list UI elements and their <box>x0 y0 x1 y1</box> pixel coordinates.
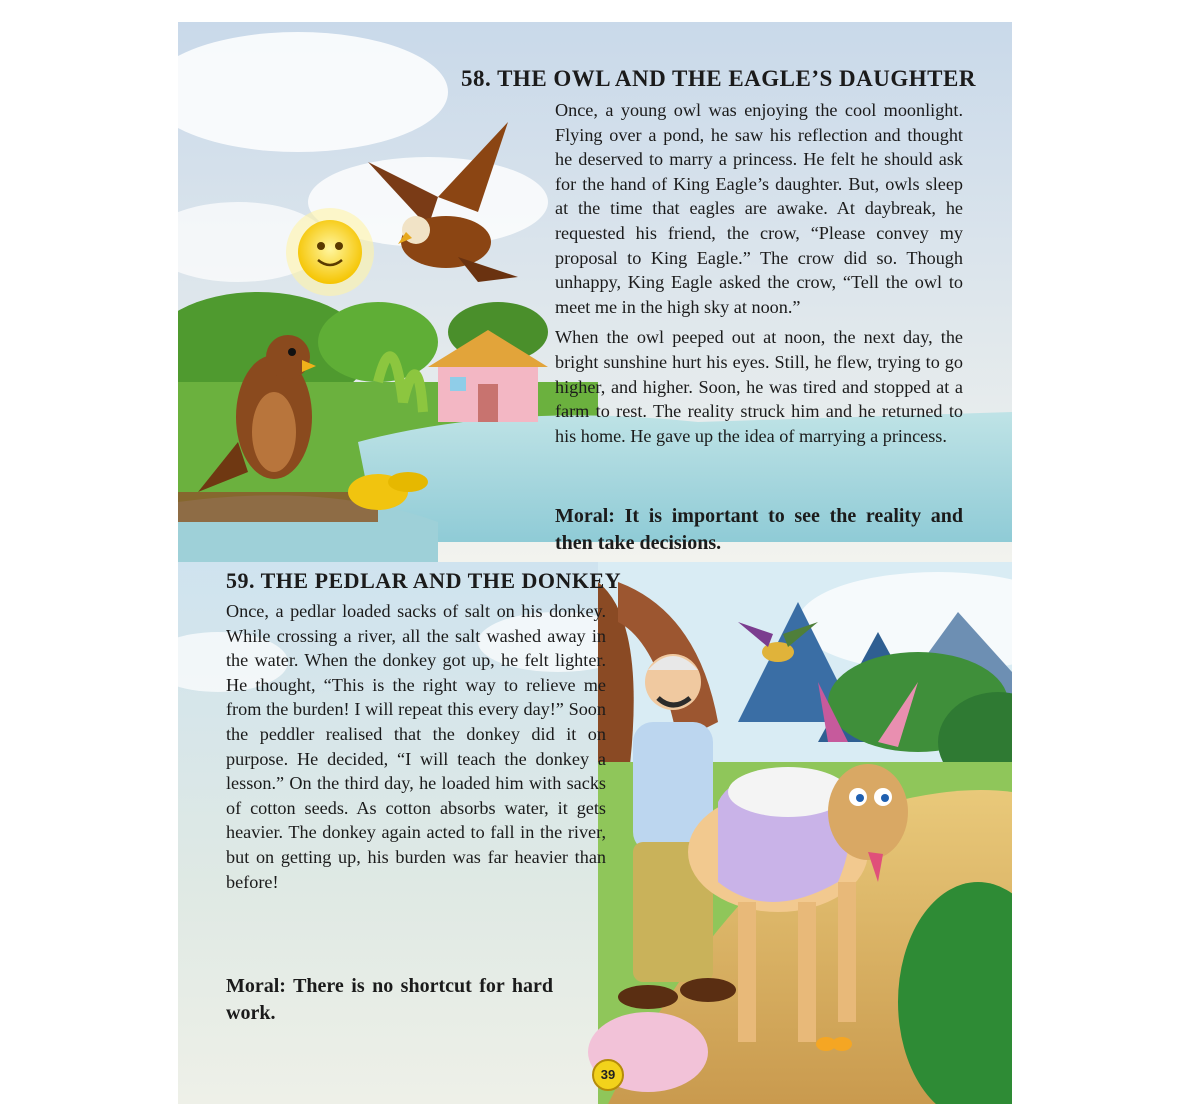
story-58-paragraph-1: Once, a young owl was enjoying the cool moonlight. Flying over a pond, he saw his reflection and thought he deserved to marry a princess. He felt he should ask for the hand of King Eagle’s daughter. But, owls sleep at the time that eagles are awake. At daybreak, he requested his friend, the crow, “Please convey my proposal to King Eagle.” The crow did so. Though unhappy, King Eagle asked the crow, “Tell the owl to meet me in the high sky at noon.” <box>555 100 963 317</box>
sun-icon <box>286 208 374 296</box>
story-58-paragraph-2: When the owl peeped out at noon, the next day, the bright sunshine hurt his eyes. Still, he flew, trying to go higher, and higher. Soon, he was tired and stopped at a farm to rest. The reality struck him and he returned to his home. He gave up the idea of marrying a princess. <box>555 327 963 446</box>
story-58-title: 58. THE OWL AND THE EAGLE’S DAUGHTER <box>461 66 976 91</box>
story-59-paragraph-1: Once, a pedlar loaded sacks of salt on his donkey. While crossing a river, all the salt washed away in the water. When the donkey got up, he felt lighter. He thought, “This is the right way to relieve me from the burden! I will repeat this every day!” Soon the peddler realised that the donkey did it on purpose. He decided, “I will teach the donkey a lesson.” On the third day, he loaded him with sacks of cotton seeds. As cotton absorbs water, it gets heavier. The donkey again acted to fall in the river, but on getting up, his burden was far heavier than before! <box>226 601 606 892</box>
story-59-title: 59. THE PEDLAR AND THE DONKEY <box>226 568 622 593</box>
story-59-moral: Moral: There is no shortcut for hard work. <box>226 975 553 1024</box>
story-58-moral: Moral: It is important to see the reality and then take decisions. <box>555 505 963 554</box>
story-59-body <box>226 599 606 900</box>
book-page <box>178 22 1012 1104</box>
story-58-body <box>555 98 963 454</box>
page-number: 39 <box>592 1059 624 1091</box>
